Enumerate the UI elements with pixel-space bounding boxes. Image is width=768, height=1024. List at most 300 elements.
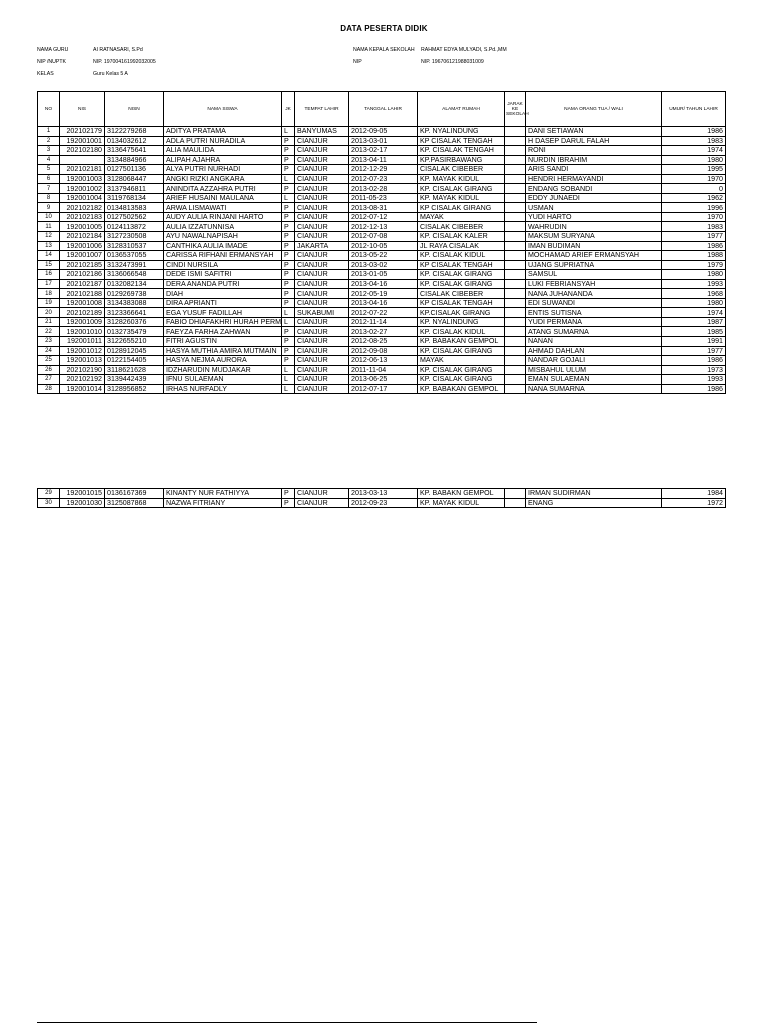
- cell-alamat: KP. CISALAK GIRANG: [418, 279, 505, 289]
- cell-ortu: YUDI HARTO: [526, 212, 662, 222]
- cell-tempat: BANYUMAS: [295, 127, 349, 137]
- cell-ortu: HENDRI HERMAYANDI: [526, 174, 662, 184]
- cell-nama: ANGKI RIZKI ANGKARA: [164, 174, 282, 184]
- cell-nis: 202102186: [60, 270, 105, 280]
- cell-tanggal: 2012-10-05: [349, 241, 418, 251]
- cell-ortu: YUDI PERMANA: [526, 317, 662, 327]
- cell-umur: 1979: [662, 260, 726, 270]
- cell-tempat: SUKABUMI: [295, 308, 349, 318]
- cell-nis: 202102181: [60, 165, 105, 175]
- cell-umur: 1987: [662, 317, 726, 327]
- cell-jarak: [505, 337, 526, 347]
- cell-jk: P: [282, 232, 295, 242]
- cell-jk: P: [282, 337, 295, 347]
- cell-nisn: 0132735479: [105, 327, 164, 337]
- cell-tanggal: 2012-09-23: [349, 498, 418, 508]
- cell-tempat: JAKARTA: [295, 241, 349, 251]
- cell-tanggal: 2013-01-05: [349, 270, 418, 280]
- cell-alamat: KP. NYALINDUNG: [418, 127, 505, 137]
- col-jarak-header: JARAK KE SEKOLAH: [505, 92, 526, 127]
- cell-nama: ARWA LISMAWATI: [164, 203, 282, 213]
- table-row: [38, 279, 726, 289]
- cell-nama: CARISSA RIFHANI ERMANSYAH: [164, 251, 282, 261]
- cell-ortu: WAHRUDIN: [526, 222, 662, 232]
- cell-tanggal: 2013-06-25: [349, 375, 418, 385]
- cell-tanggal: 2013-08-31: [349, 203, 418, 213]
- cell-no: 18: [38, 289, 60, 299]
- cell-jk: P: [282, 327, 295, 337]
- table-row: [38, 365, 726, 375]
- cell-tempat: CIANJUR: [295, 212, 349, 222]
- cell-jarak: [505, 136, 526, 146]
- cell-jarak: [505, 279, 526, 289]
- cell-jk: P: [282, 136, 295, 146]
- cell-jarak: [505, 155, 526, 165]
- cell-nisn: 0134813583: [105, 203, 164, 213]
- cell-nama: NAZWA FITRIANY: [164, 498, 282, 508]
- nip-label: NIP: [353, 59, 362, 65]
- cell-nis: 192001004: [60, 193, 105, 203]
- cell-nis: 202102182: [60, 203, 105, 213]
- cell-jarak: [505, 375, 526, 385]
- cell-no: 6: [38, 174, 60, 184]
- cell-nisn: 3134383088: [105, 298, 164, 308]
- cell-nis: 202102183: [60, 212, 105, 222]
- cell-umur: 1973: [662, 365, 726, 375]
- cell-tempat: CIANJUR: [295, 317, 349, 327]
- table-row: [38, 498, 726, 508]
- table-header-row: [38, 92, 726, 127]
- cell-alamat: KP. CISALAK KALER: [418, 232, 505, 242]
- cell-no: 14: [38, 251, 60, 261]
- cell-jk: P: [282, 279, 295, 289]
- table-row: [38, 136, 726, 146]
- cell-alamat: KP. CISALAK GIRANG: [418, 375, 505, 385]
- cell-no: 5: [38, 165, 60, 175]
- table-row: [38, 317, 726, 327]
- cell-nama: FABIO DHIAFAKHRI HURAH PERM: [164, 317, 282, 327]
- cell-alamat: KP. CISALAK KIDUL: [418, 327, 505, 337]
- cell-tempat: CIANJUR: [295, 146, 349, 156]
- cell-jk: L: [282, 365, 295, 375]
- cell-nisn: 3127230508: [105, 232, 164, 242]
- cell-umur: 1980: [662, 270, 726, 280]
- cell-nama: AUDY AULIA RINJANI HARTO: [164, 212, 282, 222]
- table-row: [38, 384, 726, 394]
- col-tanggal-header: TANGGAL LAHIR: [349, 92, 418, 127]
- cell-nis: 192001012: [60, 346, 105, 356]
- cell-no: 2: [38, 136, 60, 146]
- cell-umur: 0: [662, 184, 726, 194]
- cell-no: 4: [38, 155, 60, 165]
- cell-ortu: UJANG SUPRIATNA: [526, 260, 662, 270]
- cell-jarak: [505, 232, 526, 242]
- cell-no: 8: [38, 193, 60, 203]
- cell-alamat: KP. BABAKAN GEMPOL: [418, 337, 505, 347]
- cell-ortu: RONI: [526, 146, 662, 156]
- table-row: [38, 308, 726, 318]
- nama-guru-label: NAMA GURU: [37, 47, 69, 53]
- cell-jarak: [505, 298, 526, 308]
- cell-umur: 1993: [662, 279, 726, 289]
- cell-no: 15: [38, 260, 60, 270]
- cell-alamat: KP. CISALAK KIDUL: [418, 251, 505, 261]
- cell-umur: 1972: [662, 498, 726, 508]
- table-row: [38, 165, 726, 175]
- cell-alamat: CISALAK CIBEBER: [418, 165, 505, 175]
- cell-jk: P: [282, 222, 295, 232]
- cell-umur: 1986: [662, 241, 726, 251]
- cell-nama: HASYA MUTHIA AMIRA MUTMAIN: [164, 346, 282, 356]
- cell-umur: 1974: [662, 308, 726, 318]
- cell-nisn: 3128956852: [105, 384, 164, 394]
- col-no-header: NO: [38, 92, 60, 127]
- table-row: [38, 356, 726, 366]
- cell-jk: P: [282, 155, 295, 165]
- cell-alamat: CISALAK CIBEBER: [418, 289, 505, 299]
- cell-no: 11: [38, 222, 60, 232]
- cell-nama: ALYA PUTRI NURHADI: [164, 165, 282, 175]
- col-jk-header: JK: [282, 92, 295, 127]
- cell-nis: 192001005: [60, 222, 105, 232]
- cell-no: 9: [38, 203, 60, 213]
- cell-jk: P: [282, 498, 295, 508]
- cell-jarak: [505, 327, 526, 337]
- cell-tanggal: 2012-05-19: [349, 289, 418, 299]
- cell-nama: DIRA APRIANTI: [164, 298, 282, 308]
- cell-nisn: 3132473991: [105, 260, 164, 270]
- cell-jarak: [505, 498, 526, 508]
- cell-umur: 1995: [662, 165, 726, 175]
- cell-nisn: 3136066548: [105, 270, 164, 280]
- cell-ortu: ENTIS SUTISNA: [526, 308, 662, 318]
- cell-nama: CANTHIKA AULIA IMADE: [164, 241, 282, 251]
- cell-tanggal: 2012-11-14: [349, 317, 418, 327]
- cell-jk: L: [282, 384, 295, 394]
- cell-nisn: 0127502562: [105, 212, 164, 222]
- cell-ortu: MISBAHUL ULUM: [526, 365, 662, 375]
- cell-tanggal: 2012-08-25: [349, 337, 418, 347]
- table-row: [38, 212, 726, 222]
- cell-jk: L: [282, 193, 295, 203]
- cell-ortu: LUKI FEBRIANSYAH: [526, 279, 662, 289]
- cell-jk: P: [282, 260, 295, 270]
- cell-nama: DIAH: [164, 289, 282, 299]
- cell-umur: 1986: [662, 384, 726, 394]
- cell-alamat: KP. CISALAK GIRANG: [418, 184, 505, 194]
- cell-nis: 192001010: [60, 327, 105, 337]
- table-row: [38, 270, 726, 280]
- cell-no: 29: [38, 489, 60, 499]
- cell-tanggal: 2012-12-13: [349, 222, 418, 232]
- cell-umur: 1980: [662, 155, 726, 165]
- cell-tanggal: 2013-03-13: [349, 489, 418, 499]
- cell-tempat: CIANJUR: [295, 136, 349, 146]
- cell-nama: IDZHARUDIN MUDJAKAR: [164, 365, 282, 375]
- col-nama-header: NAMA SISWA: [164, 92, 282, 127]
- cell-jarak: [505, 384, 526, 394]
- cell-jarak: [505, 289, 526, 299]
- cell-tanggal: 2013-04-11: [349, 155, 418, 165]
- page-title: DATA PESERTA DIDIK: [340, 24, 428, 33]
- cell-tempat: CIANJUR: [295, 498, 349, 508]
- cell-ortu: AHMAD DAHLAN: [526, 346, 662, 356]
- cell-ortu: ATANG SUMARNA: [526, 327, 662, 337]
- cell-jarak: [505, 317, 526, 327]
- cell-ortu: SAMSUL: [526, 270, 662, 280]
- cell-alamat: KP. BABAKAN GEMPOL: [418, 384, 505, 394]
- kelas-value: Guru Kelas 5 A: [93, 71, 128, 77]
- cell-nisn: 3118621628: [105, 365, 164, 375]
- cell-nis: 202102190: [60, 365, 105, 375]
- cell-tempat: CIANJUR: [295, 289, 349, 299]
- cell-tempat: CIANJUR: [295, 251, 349, 261]
- cell-tempat: CIANJUR: [295, 184, 349, 194]
- table-row: [38, 222, 726, 232]
- cell-umur: 1996: [662, 203, 726, 213]
- cell-jk: P: [282, 251, 295, 261]
- cell-alamat: KP. MAYAK KIDUL: [418, 174, 505, 184]
- cell-tanggal: 2012-07-08: [349, 232, 418, 242]
- cell-tempat: CIANJUR: [295, 327, 349, 337]
- cell-ortu: ARIS SANDI: [526, 165, 662, 175]
- cell-jarak: [505, 146, 526, 156]
- cell-nis: 192001007: [60, 251, 105, 261]
- table-row: [38, 327, 726, 337]
- cell-no: 13: [38, 241, 60, 251]
- cell-jk: P: [282, 346, 295, 356]
- cell-umur: 1985: [662, 327, 726, 337]
- cell-umur: 1983: [662, 136, 726, 146]
- cell-umur: 1974: [662, 146, 726, 156]
- nip-value: NIP. 196706121988031009: [421, 59, 484, 65]
- cell-jarak: [505, 346, 526, 356]
- cell-tanggal: 2013-05-22: [349, 251, 418, 261]
- col-nisn-header: NISN: [105, 92, 164, 127]
- cell-jarak: [505, 241, 526, 251]
- cell-tanggal: 2012-07-17: [349, 384, 418, 394]
- cell-ortu: EMAN SULAEMAN: [526, 375, 662, 385]
- cell-umur: 1993: [662, 375, 726, 385]
- cell-nama: KINANTY NUR FATHIYYA: [164, 489, 282, 499]
- cell-tempat: CIANJUR: [295, 260, 349, 270]
- cell-tempat: CIANJUR: [295, 375, 349, 385]
- cell-nis: 192001009: [60, 317, 105, 327]
- cell-jarak: [505, 356, 526, 366]
- cell-alamat: KP. MAYAK KIDUL: [418, 498, 505, 508]
- cell-jarak: [505, 308, 526, 318]
- cell-nama: ANINDITA AZZAHRA PUTRI: [164, 184, 282, 194]
- cell-nis: 192001030: [60, 498, 105, 508]
- col-tempat-header: TEMPAT LAHIR: [295, 92, 349, 127]
- cell-alamat: KP. BABAKN GEMPOL: [418, 489, 505, 499]
- cell-no: 10: [38, 212, 60, 222]
- students-table-continued: [37, 488, 726, 508]
- cell-umur: 1983: [662, 222, 726, 232]
- students-table: [37, 91, 726, 394]
- cell-jarak: [505, 365, 526, 375]
- cell-nisn: 0122154405: [105, 356, 164, 366]
- cell-tempat: CIANJUR: [295, 270, 349, 280]
- cell-umur: 1980: [662, 298, 726, 308]
- cell-umur: 1970: [662, 212, 726, 222]
- cell-nisn: 3125087868: [105, 498, 164, 508]
- cell-no: 27: [38, 375, 60, 385]
- cell-nis: 202102184: [60, 232, 105, 242]
- cell-jarak: [505, 270, 526, 280]
- cell-alamat: KP. CISALAK GIRANG: [418, 270, 505, 280]
- col-nis-header: NIS: [60, 92, 105, 127]
- table-row: [38, 184, 726, 194]
- cell-tempat: CIANJUR: [295, 279, 349, 289]
- cell-tempat: CIANJUR: [295, 489, 349, 499]
- cell-nis: 192001011: [60, 337, 105, 347]
- cell-nis: 202102189: [60, 308, 105, 318]
- cell-ortu: NANAN: [526, 337, 662, 347]
- cell-jarak: [505, 127, 526, 137]
- cell-alamat: KP CISALAK GIRANG: [418, 203, 505, 213]
- cell-nisn: 3119768134: [105, 193, 164, 203]
- col-alamat-header: ALAMAT RUMAH: [418, 92, 505, 127]
- cell-nisn: 3128068447: [105, 174, 164, 184]
- cell-jarak: [505, 260, 526, 270]
- cell-nis: 192001008: [60, 298, 105, 308]
- cell-tempat: CIANJUR: [295, 174, 349, 184]
- cell-nis: 192001002: [60, 184, 105, 194]
- cell-nama: DERA ANANDA PUTRI: [164, 279, 282, 289]
- cell-no: 19: [38, 298, 60, 308]
- cell-alamat: KP. CISALAK GIRANG: [418, 365, 505, 375]
- cell-alamat: KP. NYALINDUNG: [418, 317, 505, 327]
- cell-ortu: USMAN: [526, 203, 662, 213]
- cell-jk: P: [282, 241, 295, 251]
- cell-no: 20: [38, 308, 60, 318]
- cell-tempat: CIANJUR: [295, 193, 349, 203]
- cell-nis: 192001006: [60, 241, 105, 251]
- cell-ortu: ENANG: [526, 498, 662, 508]
- cell-jarak: [505, 251, 526, 261]
- cell-jk: L: [282, 127, 295, 137]
- cell-tanggal: 2012-07-23: [349, 174, 418, 184]
- cell-no: 21: [38, 317, 60, 327]
- nip-nuptk-label: NIP /NUPTK: [37, 59, 67, 65]
- table-row: [38, 337, 726, 347]
- cell-no: 25: [38, 356, 60, 366]
- kepala-sekolah-value: RAHMAT EDYA MULYADI, S.Pd.,MM: [421, 47, 507, 53]
- cell-nisn: 0129269738: [105, 289, 164, 299]
- table-row: [38, 155, 726, 165]
- kelas-label: KELAS: [37, 71, 54, 77]
- table-row: [38, 146, 726, 156]
- cell-umur: 1988: [662, 251, 726, 261]
- cell-jarak: [505, 184, 526, 194]
- cell-no: 23: [38, 337, 60, 347]
- cell-nama: CINDI NURSILA: [164, 260, 282, 270]
- cell-jk: P: [282, 203, 295, 213]
- cell-nama: DEDE ISMI SAFITRI: [164, 270, 282, 280]
- cell-nis: 192001001: [60, 136, 105, 146]
- cell-tanggal: 2013-03-01: [349, 136, 418, 146]
- cell-tempat: CIANJUR: [295, 365, 349, 375]
- cell-nama: EGA YUSUF FADILLAH: [164, 308, 282, 318]
- cell-nama: AYU NAWALNAPISAH: [164, 232, 282, 242]
- table-row: [38, 375, 726, 385]
- cell-nama: ADLA PUTRI NURADILA: [164, 136, 282, 146]
- cell-tempat: CIANJUR: [295, 337, 349, 347]
- cell-tanggal: 2012-09-05: [349, 127, 418, 137]
- table-row: [38, 346, 726, 356]
- cell-jk: P: [282, 184, 295, 194]
- cell-ortu: EDI SUWANDI: [526, 298, 662, 308]
- cell-jarak: [505, 203, 526, 213]
- cell-jk: L: [282, 317, 295, 327]
- cell-no: 17: [38, 279, 60, 289]
- table-row: [38, 298, 726, 308]
- cell-nis: 202102185: [60, 260, 105, 270]
- table-row: [38, 193, 726, 203]
- cell-alamat: KP CISALAK TENGAH: [418, 136, 505, 146]
- cell-jk: L: [282, 174, 295, 184]
- cell-alamat: KP CISALAK TENGAH: [418, 298, 505, 308]
- cell-no: 3: [38, 146, 60, 156]
- cell-nisn: 0124113872: [105, 222, 164, 232]
- cell-tanggal: 2012-07-12: [349, 212, 418, 222]
- cell-nisn: 0136167369: [105, 489, 164, 499]
- cell-umur: 1968: [662, 289, 726, 299]
- cell-tempat: CIANJUR: [295, 356, 349, 366]
- cell-no: 1: [38, 127, 60, 137]
- col-umur-header: UMUR/ TAHUN LAHIR: [662, 92, 726, 127]
- cell-tempat: CIANJUR: [295, 298, 349, 308]
- cell-tanggal: 2013-04-16: [349, 298, 418, 308]
- cell-jk: L: [282, 375, 295, 385]
- cell-jk: P: [282, 489, 295, 499]
- cell-nisn: 3128260376: [105, 317, 164, 327]
- cell-ortu: NANA SUMARNA: [526, 384, 662, 394]
- cell-umur: 1962: [662, 193, 726, 203]
- cell-alamat: KP.CISALAK GIRANG: [418, 308, 505, 318]
- cell-alamat: JL RAYA CISALAK: [418, 241, 505, 251]
- table-row: [38, 127, 726, 137]
- cell-alamat: KP.PASIRBAWANG: [418, 155, 505, 165]
- cell-tanggal: 2013-02-17: [349, 146, 418, 156]
- cell-tanggal: 2013-03-02: [349, 260, 418, 270]
- cell-ortu: H DASEP DARUL FALAH: [526, 136, 662, 146]
- cell-nis: 192001015: [60, 489, 105, 499]
- cell-jarak: [505, 212, 526, 222]
- cell-nisn: 3136475641: [105, 146, 164, 156]
- cell-alamat: CISALAK CIBEBER: [418, 222, 505, 232]
- cell-alamat: KP. CISALAK GIRANG: [418, 346, 505, 356]
- table-row: [38, 203, 726, 213]
- cell-no: 26: [38, 365, 60, 375]
- cell-tanggal: 2013-02-28: [349, 184, 418, 194]
- cell-no: 16: [38, 270, 60, 280]
- cell-nisn: 3122655210: [105, 337, 164, 347]
- cell-alamat: MAYAK: [418, 212, 505, 222]
- cell-nisn: 0128912045: [105, 346, 164, 356]
- cell-nama: ADITYA PRATAMA: [164, 127, 282, 137]
- table-row: [38, 232, 726, 242]
- cell-jk: P: [282, 289, 295, 299]
- cell-no: 7: [38, 184, 60, 194]
- cell-tempat: CIANJUR: [295, 346, 349, 356]
- cell-tempat: CIANJUR: [295, 203, 349, 213]
- cell-jk: P: [282, 146, 295, 156]
- cell-nama: ALIA MAULIDA: [164, 146, 282, 156]
- cell-tempat: CIANJUR: [295, 384, 349, 394]
- cell-jarak: [505, 222, 526, 232]
